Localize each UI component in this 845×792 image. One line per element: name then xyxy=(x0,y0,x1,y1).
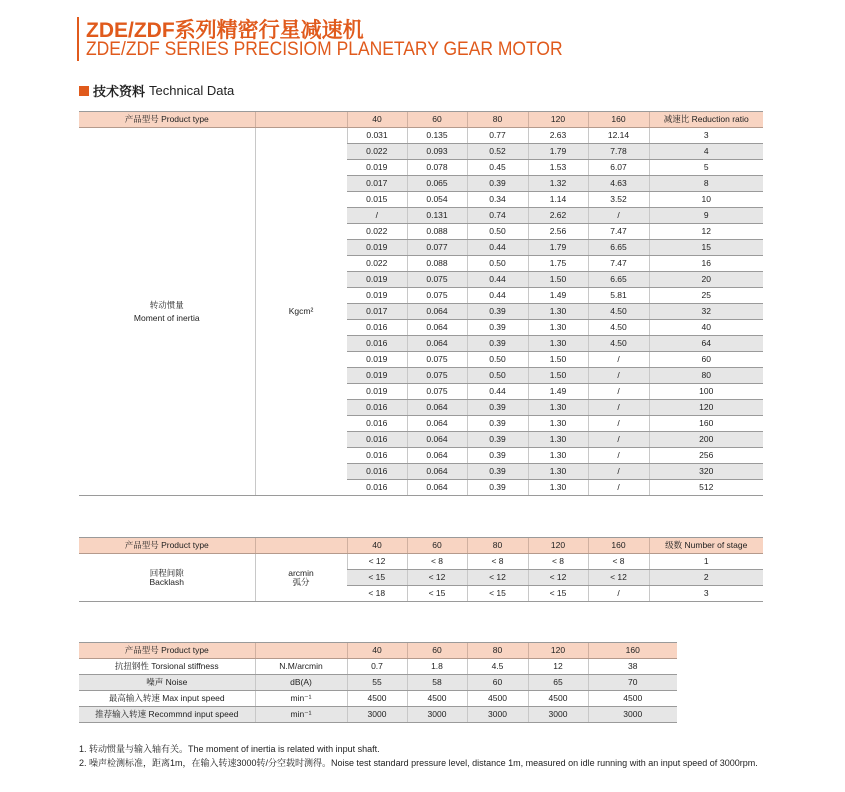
header-cell: 80 xyxy=(467,643,528,659)
table-cell: 0.017 xyxy=(347,304,407,320)
table-cell: 6.07 xyxy=(588,160,649,176)
table-cell: 0.50 xyxy=(467,352,528,368)
table-cell: 0.064 xyxy=(407,448,467,464)
table-cell: / xyxy=(588,400,649,416)
table-cell: 0.016 xyxy=(347,464,407,480)
table-cell: 55 xyxy=(347,675,407,691)
row-label xyxy=(79,675,255,691)
header-cell: 80 xyxy=(467,112,528,128)
table-cell: 0.075 xyxy=(407,272,467,288)
table-cell: 160 xyxy=(649,416,763,432)
table-cell: 1.30 xyxy=(528,320,588,336)
table-cell: 7.47 xyxy=(588,256,649,272)
table-cell: 0.44 xyxy=(467,240,528,256)
table-cell: 7.47 xyxy=(588,224,649,240)
table-cell: 0.075 xyxy=(407,352,467,368)
table-cell: 0.022 xyxy=(347,144,407,160)
table-cell: 60 xyxy=(467,675,528,691)
table-cell: 1.50 xyxy=(528,352,588,368)
header-cell: 60 xyxy=(407,643,467,659)
table-cell: < 8 xyxy=(467,554,528,570)
table-cell: / xyxy=(588,416,649,432)
table-cell: / xyxy=(588,464,649,480)
table-cell: 0.077 xyxy=(407,240,467,256)
table-row xyxy=(79,659,677,675)
table-cell: < 15 xyxy=(407,586,467,602)
unit-cell: Kgcm² xyxy=(255,128,347,496)
header-cell xyxy=(255,538,347,554)
table-cell: 0.017 xyxy=(347,176,407,192)
section-title-cn: 技术资料 xyxy=(93,84,146,99)
table-cell: 0.064 xyxy=(407,304,467,320)
table-cell: 2.56 xyxy=(528,224,588,240)
table-cell: 0.054 xyxy=(407,192,467,208)
table-cell: 0.019 xyxy=(347,160,407,176)
inertia-table xyxy=(79,111,763,496)
table-cell: 0.031 xyxy=(347,128,407,144)
section-heading xyxy=(79,81,234,100)
header-cell: 160 xyxy=(588,643,677,659)
header-cell: 120 xyxy=(528,538,588,554)
table-cell: 12 xyxy=(528,659,588,675)
table-cell: 1.53 xyxy=(528,160,588,176)
table-cell: 1.49 xyxy=(528,384,588,400)
table-cell: 38 xyxy=(588,659,677,675)
table-cell: < 8 xyxy=(528,554,588,570)
table-cell: 60 xyxy=(649,352,763,368)
unit-cell: N.M/arcmin xyxy=(255,659,347,675)
table-cell: 3.52 xyxy=(588,192,649,208)
table-cell: 0.44 xyxy=(467,288,528,304)
row-label xyxy=(79,691,255,707)
table-cell: 0.45 xyxy=(467,160,528,176)
header-row xyxy=(79,643,677,659)
unit-en: arcmin xyxy=(288,567,314,578)
table-cell: < 8 xyxy=(588,554,649,570)
table-cell: 1.30 xyxy=(528,400,588,416)
header-cell: 级数 Number of stage xyxy=(649,538,763,554)
label-cn: 最高输入转速 xyxy=(108,693,160,704)
unit-cell: min⁻¹ xyxy=(255,707,347,723)
table-cell: 1.32 xyxy=(528,176,588,192)
table-cell: 0.39 xyxy=(467,336,528,352)
table-cell: / xyxy=(588,368,649,384)
table-cell: 3000 xyxy=(467,707,528,723)
title-accent-bar xyxy=(77,17,79,61)
table-cell: 20 xyxy=(649,272,763,288)
table-cell: 0.075 xyxy=(407,384,467,400)
unit-cell xyxy=(255,554,347,602)
table-cell: 80 xyxy=(649,368,763,384)
table-cell: 0.093 xyxy=(407,144,467,160)
table-cell: < 12 xyxy=(407,570,467,586)
row-label xyxy=(79,554,255,602)
table-cell: 0.022 xyxy=(347,224,407,240)
table-cell: 0.52 xyxy=(467,144,528,160)
label-en: Recommnd input speed xyxy=(148,709,239,720)
table-cell: 0.019 xyxy=(347,288,407,304)
table-cell: 0.39 xyxy=(467,320,528,336)
table-cell: 0.088 xyxy=(407,224,467,240)
table-cell: / xyxy=(588,208,649,224)
table-cell: 16 xyxy=(649,256,763,272)
table-cell: 0.064 xyxy=(407,320,467,336)
table-cell: / xyxy=(588,432,649,448)
table-cell: 3000 xyxy=(407,707,467,723)
table-cell: 25 xyxy=(649,288,763,304)
table-cell: 64 xyxy=(649,336,763,352)
table-row xyxy=(79,554,763,570)
table-cell: 4.50 xyxy=(588,336,649,352)
table-cell: 0.50 xyxy=(467,368,528,384)
label-cn: 转动惯量 xyxy=(149,299,184,310)
table-cell: 0.50 xyxy=(467,256,528,272)
table-cell: < 12 xyxy=(528,570,588,586)
table-cell: 32 xyxy=(649,304,763,320)
table-cell: 0.34 xyxy=(467,192,528,208)
table-cell: 3000 xyxy=(588,707,677,723)
square-bullet-icon xyxy=(79,86,89,96)
table-cell: 100 xyxy=(649,384,763,400)
table-cell: 0.019 xyxy=(347,272,407,288)
table-cell: 0.016 xyxy=(347,320,407,336)
table-cell: 0.44 xyxy=(467,384,528,400)
table-cell: 0.39 xyxy=(467,304,528,320)
table-cell: < 8 xyxy=(407,554,467,570)
table-cell: 1.75 xyxy=(528,256,588,272)
table-cell: < 15 xyxy=(467,586,528,602)
table-cell: 4.50 xyxy=(588,320,649,336)
table-cell: < 18 xyxy=(347,586,407,602)
table-cell: 3000 xyxy=(528,707,588,723)
table-cell: 0.016 xyxy=(347,432,407,448)
table-cell: 65 xyxy=(528,675,588,691)
table-cell: < 12 xyxy=(347,554,407,570)
row-label xyxy=(79,128,255,496)
section-title-en: Technical Data xyxy=(149,83,235,98)
table-cell: 6.65 xyxy=(588,240,649,256)
table-cell: 0.39 xyxy=(467,448,528,464)
header-cell xyxy=(255,112,347,128)
table-cell: 256 xyxy=(649,448,763,464)
label-en: Max input speed xyxy=(162,693,225,704)
table-cell: / xyxy=(588,352,649,368)
table-cell: 0.064 xyxy=(407,432,467,448)
header-cell: 产品型号 Product type xyxy=(79,643,255,659)
table-cell: 0.39 xyxy=(467,432,528,448)
table-cell: < 15 xyxy=(347,570,407,586)
table-cell: 0.7 xyxy=(347,659,407,675)
label-cn: 推荐输入转速 xyxy=(95,709,147,720)
table-cell: 0.064 xyxy=(407,480,467,496)
table-cell: 0.088 xyxy=(407,256,467,272)
table-cell: 0.019 xyxy=(347,352,407,368)
table-cell: 0.022 xyxy=(347,256,407,272)
table-cell: 0.065 xyxy=(407,176,467,192)
unit-cell: min⁻¹ xyxy=(255,691,347,707)
table-cell: 0.39 xyxy=(467,176,528,192)
unit-cn: 弧分 xyxy=(292,576,310,587)
table-cell: 5.81 xyxy=(588,288,649,304)
table-cell: 0.77 xyxy=(467,128,528,144)
label-cn: 回程间隙 xyxy=(149,567,184,578)
table-cell: 4.5 xyxy=(467,659,528,675)
table-cell: 0.078 xyxy=(407,160,467,176)
table-cell: 4500 xyxy=(347,691,407,707)
table-cell: 1.30 xyxy=(528,432,588,448)
table-cell: 0.50 xyxy=(467,224,528,240)
table-cell: 1.79 xyxy=(528,144,588,160)
table-cell: 0.064 xyxy=(407,416,467,432)
table-cell: 512 xyxy=(649,480,763,496)
table-cell: 2.63 xyxy=(528,128,588,144)
table-cell: 0.39 xyxy=(467,400,528,416)
table-cell: 10 xyxy=(649,192,763,208)
table-cell: 4500 xyxy=(588,691,677,707)
table-row xyxy=(79,675,677,691)
table-cell: 0.064 xyxy=(407,464,467,480)
table-cell: 0.016 xyxy=(347,336,407,352)
table-cell: < 15 xyxy=(528,586,588,602)
label-cn: 噪声 xyxy=(146,677,164,688)
header-cell: 40 xyxy=(347,643,407,659)
unit-cell: dB(A) xyxy=(255,675,347,691)
table-cell: 1 xyxy=(649,554,763,570)
table-cell: 4500 xyxy=(528,691,588,707)
table-cell: 0.39 xyxy=(467,464,528,480)
table-row xyxy=(79,691,677,707)
table-cell: 0.016 xyxy=(347,448,407,464)
table-cell: 1.30 xyxy=(528,336,588,352)
table-cell: 4.50 xyxy=(588,304,649,320)
table-cell: 0.015 xyxy=(347,192,407,208)
table-cell: 5 xyxy=(649,160,763,176)
header-cell: 40 xyxy=(347,538,407,554)
label-en: Backlash xyxy=(149,576,184,587)
header-cell: 80 xyxy=(467,538,528,554)
table-cell: 1.30 xyxy=(528,304,588,320)
table-cell: 0.39 xyxy=(467,480,528,496)
table-cell: 9 xyxy=(649,208,763,224)
table-cell: 1.50 xyxy=(528,368,588,384)
table-cell: 2 xyxy=(649,570,763,586)
table-cell: 320 xyxy=(649,464,763,480)
table-row xyxy=(79,128,763,144)
table-cell: 1.30 xyxy=(528,448,588,464)
table-cell: 1.79 xyxy=(528,240,588,256)
table-cell: 0.39 xyxy=(467,416,528,432)
table-cell: 4.63 xyxy=(588,176,649,192)
header-row xyxy=(79,538,763,554)
header-cell: 40 xyxy=(347,112,407,128)
table-cell: 200 xyxy=(649,432,763,448)
header-cell: 60 xyxy=(407,538,467,554)
table-cell: 1.49 xyxy=(528,288,588,304)
table-cell: 12.14 xyxy=(588,128,649,144)
header-cell: 减速比 Reduction ratio xyxy=(649,112,763,128)
row-label xyxy=(79,659,255,675)
header-cell: 120 xyxy=(528,643,588,659)
table-cell: 3 xyxy=(649,586,763,602)
table-cell: 4 xyxy=(649,144,763,160)
header-cell: 160 xyxy=(588,112,649,128)
table-cell: 2.62 xyxy=(528,208,588,224)
header-cell: 120 xyxy=(528,112,588,128)
table-cell: 0.064 xyxy=(407,336,467,352)
page-title-cn: ZDE/ZDF系列精密行星减速机 xyxy=(86,19,364,42)
table-cell: 6.65 xyxy=(588,272,649,288)
footnote-2: 2. 噪声检测标准，距离1m，在输入转速3000转/分空载时测得。Noise test standard pressure level, distance 1m, measured on idle running with an input speed of 3000rpm. xyxy=(79,758,758,768)
table-cell: 1.30 xyxy=(528,480,588,496)
header-cell: 产品型号 Product type xyxy=(79,538,255,554)
table-cell: 0.019 xyxy=(347,368,407,384)
table-cell: / xyxy=(588,448,649,464)
label-en: Torsional stiffness xyxy=(151,661,219,672)
table-cell: 12 xyxy=(649,224,763,240)
backlash-table xyxy=(79,537,763,602)
table-cell: / xyxy=(588,586,649,602)
label-cn: 抗扭钢性 xyxy=(114,661,149,672)
table-cell: 0.019 xyxy=(347,384,407,400)
table-cell: 4500 xyxy=(467,691,528,707)
table-cell: 15 xyxy=(649,240,763,256)
table-cell: 40 xyxy=(649,320,763,336)
header-cell: 产品型号 Product type xyxy=(79,112,255,128)
table-cell: / xyxy=(347,208,407,224)
table-cell: 4500 xyxy=(407,691,467,707)
table-cell: 1.30 xyxy=(528,416,588,432)
table-cell: 1.8 xyxy=(407,659,467,675)
table-cell: < 12 xyxy=(467,570,528,586)
label-en: Noise xyxy=(165,677,188,688)
table-cell: 0.019 xyxy=(347,240,407,256)
table-cell: / xyxy=(588,384,649,400)
page-title-en: ZDE/ZDF SERIES PRECISIOM PLANETARY GEAR MOTOR xyxy=(86,39,563,60)
table-cell: 0.135 xyxy=(407,128,467,144)
table-cell: 0.016 xyxy=(347,416,407,432)
header-cell xyxy=(255,643,347,659)
table-row xyxy=(79,707,677,723)
table-cell: 1.14 xyxy=(528,192,588,208)
table-cell: / xyxy=(588,480,649,496)
table-cell: 0.075 xyxy=(407,288,467,304)
table-cell: 3 xyxy=(649,128,763,144)
table-cell: 8 xyxy=(649,176,763,192)
table-cell: 3000 xyxy=(347,707,407,723)
table-cell: 0.016 xyxy=(347,400,407,416)
table-cell: 1.30 xyxy=(528,464,588,480)
header-cell: 160 xyxy=(588,538,649,554)
table-cell: 0.44 xyxy=(467,272,528,288)
row-label xyxy=(79,707,255,723)
label-en: Moment of inertia xyxy=(133,312,200,323)
table-cell: 70 xyxy=(588,675,677,691)
header-cell: 60 xyxy=(407,112,467,128)
header-row xyxy=(79,112,763,128)
table-cell: 0.131 xyxy=(407,208,467,224)
table-cell: 0.064 xyxy=(407,400,467,416)
table-cell: < 12 xyxy=(588,570,649,586)
table-cell: 0.74 xyxy=(467,208,528,224)
footnote-1: 1. 转动惯量与输入轴有关。The moment of inertia is related with input shaft. xyxy=(79,744,380,754)
table-cell: 0.075 xyxy=(407,368,467,384)
table-cell: 7.78 xyxy=(588,144,649,160)
table-cell: 58 xyxy=(407,675,467,691)
table-cell: 1.50 xyxy=(528,272,588,288)
specs-table xyxy=(79,642,677,723)
table-cell: 0.016 xyxy=(347,480,407,496)
table-cell: 120 xyxy=(649,400,763,416)
